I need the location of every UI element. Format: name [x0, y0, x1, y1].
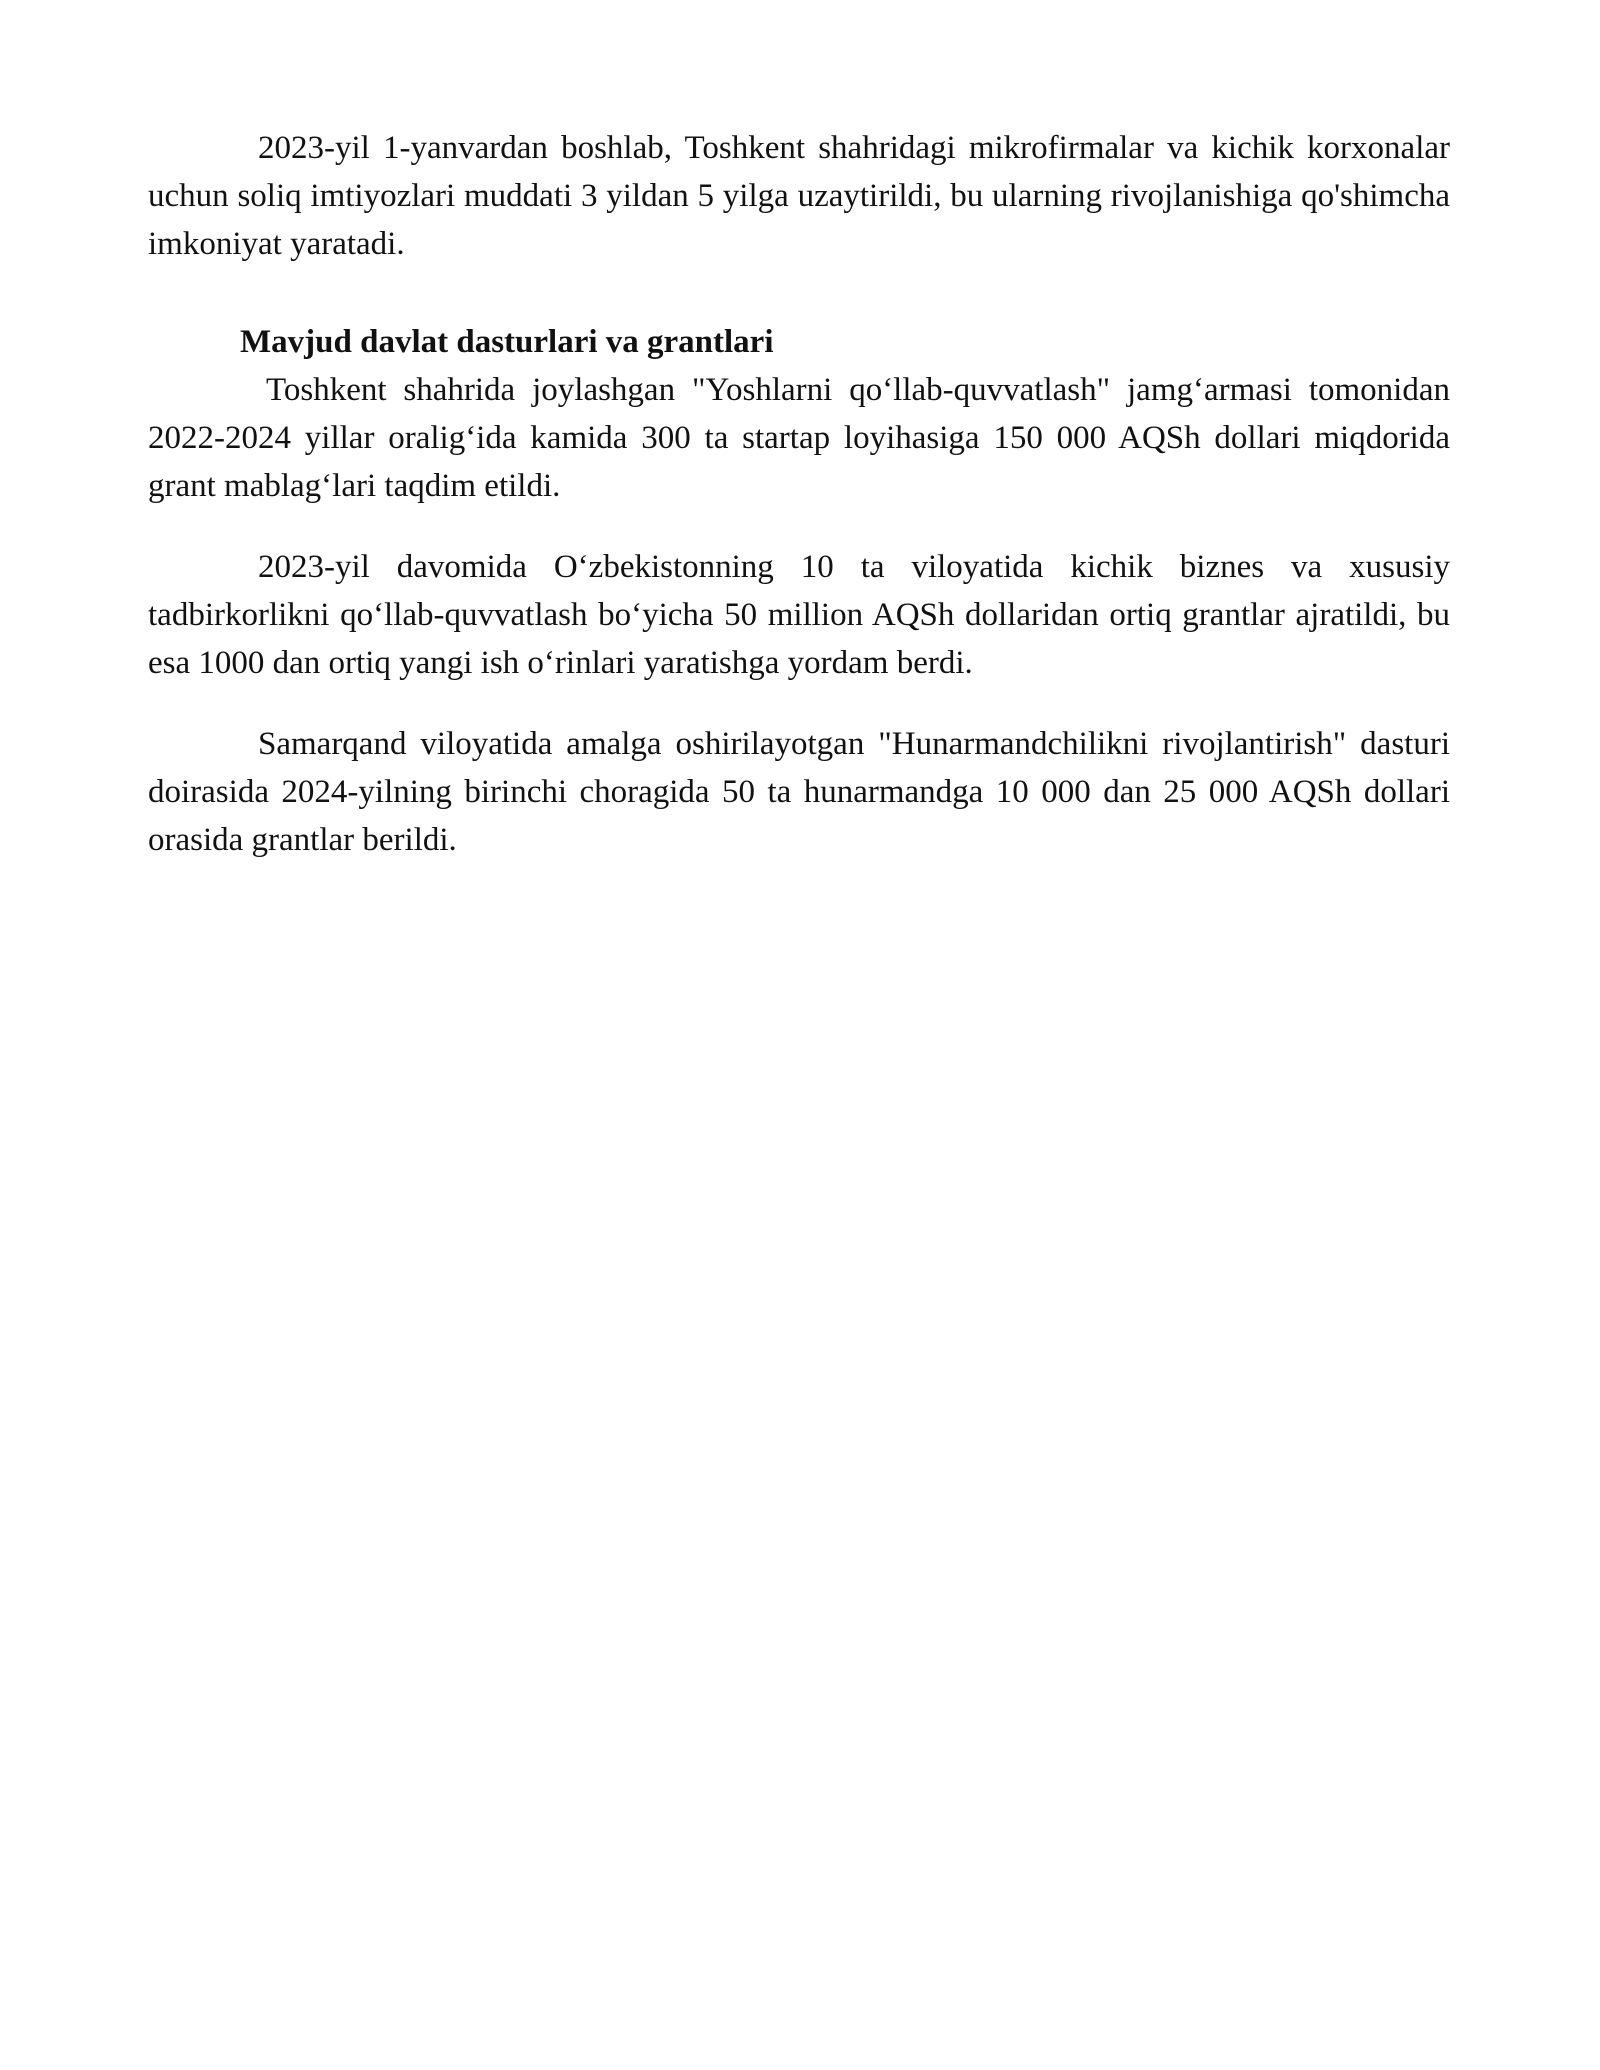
document-body [148, 124, 1450, 864]
paragraph-tax-benefits: 2023-yil 1-yanvardan boshlab, Toshkent shahridagi mikrofirmalar va kichik korxonalar uchun soliq imtiyozlari muddati 3 yildan 5 yilga uzaytirildi, bu ularning rivojlanishiga qo'shimcha imkoniyat yaratadi. [148, 130, 1450, 262]
paragraph-youth-fund: Toshkent shahrida joylashgan "Yoshlarni qo‘llab-quvvatlash" jamg‘armasi tomonidan 2022-2024 yillar oralig‘ida kamida 300 ta startap loyihasiga 150 000 AQSh dollari miqdorida grant mablag‘lari taqdim etildi. [148, 372, 1450, 504]
paragraph-crafts-program: Samarqand viloyatida amalga oshirilayotgan "Hunarmandchilikni rivojlantirish" dasturi doirasida 2024-yilning birinchi choragida 50 ta hunarmandga 10 000 dan 25 000 AQSh dollari orasida grantlar berildi. [148, 726, 1450, 858]
section-heading: Mavjud davlat dasturlari va grantlari [240, 324, 774, 360]
paragraph-regional-grants: 2023-yil davomida O‘zbekistonning 10 ta viloyatida kichik biznes va xususiy tadbirkorlikni qo‘llab-quvvatlash bo‘yicha 50 million AQSh dollaridan ortiq grantlar ajratildi, bu esa 1000 dan ortiq yangi ish o‘rinlari yaratishga yordam berdi. [148, 549, 1450, 681]
